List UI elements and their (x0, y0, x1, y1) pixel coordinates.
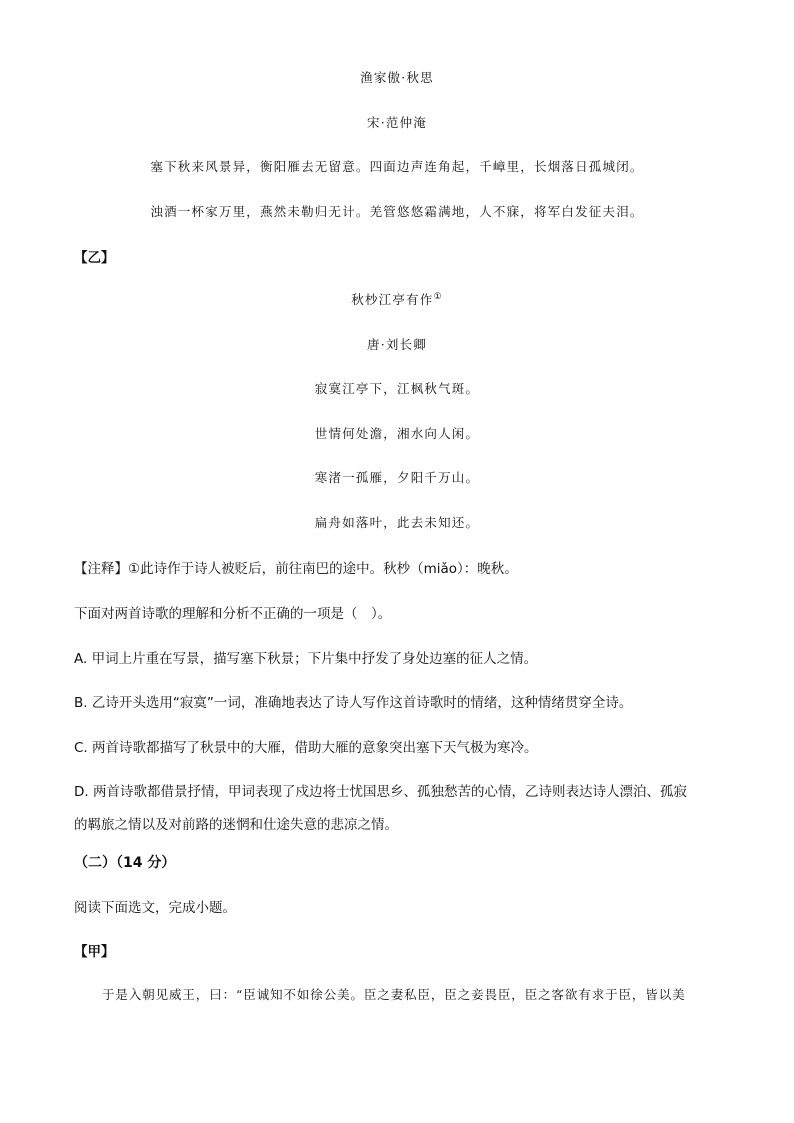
option-a: A. 甲词上片重在写景，描写塞下秋景；下片集中抒发了身处边塞的征人之情。 (74, 651, 538, 667)
poem-jia-line-1: 塞下秋来风景异，衡阳雁去无留意。四面边声连角起，千嶂里，长烟落日孤城闭。 (150, 159, 644, 174)
poem-yi-title-line (0, 290, 794, 308)
passage-line: 于是入朝见威王，曰：“臣诚知不如徐公美。臣之妻私臣，臣之妾畏臣，臣之客欲有求于臣，皆以美 (102, 987, 686, 1002)
label-yi: 【乙】 (74, 250, 115, 266)
footnote-marker: ① (433, 291, 443, 302)
option-d-line-1: D. 两首诗歌都借景抒情，甲词表现了戍边将士忧国思乡、孤独愁苦的心情，乙诗则表达诗人漂泊、孤寂 (74, 784, 687, 800)
label-jia: 【甲】 (74, 944, 115, 960)
poem-yi-line-4: 扁舟如落叶，此去未知还。 (314, 515, 480, 530)
instruction: 阅读下面选文，完成小题。 (74, 900, 236, 916)
poem-jia-author: 宋·范仲淹 (367, 115, 427, 130)
poem-yi-line-3: 寒渚一孤雁，夕阳千万山。 (314, 470, 480, 485)
option-b: B. 乙诗开头选用“寂寞”一词，准确地表达了诗人写作这首诗歌时的情绪，这种情绪贯穿全诗。 (74, 695, 633, 711)
section-heading: （二）（14 分） (74, 855, 176, 871)
annotation: 【注释】①此诗作于诗人被贬后，前往南巴的途中。秋杪（miǎo）：晚秋。 (74, 561, 518, 577)
poem-yi-line-1: 寂寞江亭下，江枫秋气斑。 (314, 381, 480, 396)
poem-yi-author: 唐·刘长卿 (367, 337, 427, 352)
question: 下面对两首诗歌的理解和分析不正确的一项是（ ）。 (74, 606, 392, 622)
poem-yi-title: 秋杪江亭有作 (351, 292, 434, 307)
poem-jia-line-2: 浊酒一杯家万里，燕然未勒归无计。羌管悠悠霜满地，人不寐，将军白发征夫泪。 (150, 204, 644, 219)
poem-jia-title: 渔家傲·秋思 (360, 70, 434, 85)
option-c: C. 两首诗歌都描写了秋景中的大雁，借助大雁的意象突出塞下天气极为寒冷。 (74, 740, 538, 756)
option-d-line-2: 的羁旅之情以及对前路的迷惘和仕途失意的悲凉之情。 (74, 817, 398, 833)
poem-yi-line-2: 世情何处澹，湘水向人闲。 (314, 426, 480, 441)
